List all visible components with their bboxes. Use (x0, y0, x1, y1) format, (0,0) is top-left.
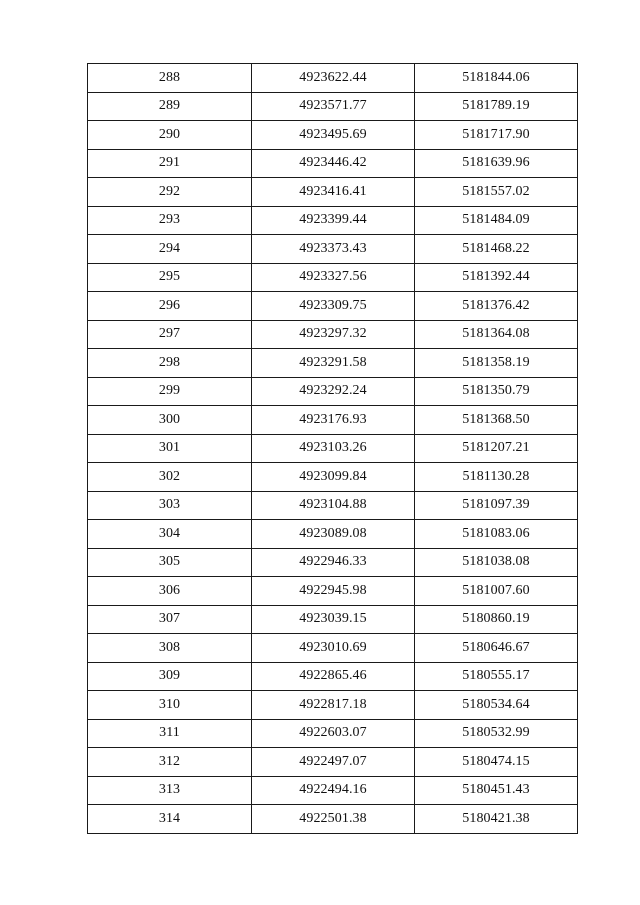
table-row (88, 605, 578, 634)
table-row (88, 349, 578, 378)
y-coordinate-cell: 5181789.19 (415, 92, 578, 121)
y-coordinate-cell: 5181097.39 (415, 491, 578, 520)
table-row (88, 634, 578, 663)
x-coordinate-cell: 4923010.69 (252, 634, 415, 663)
point-number-cell: 314 (88, 805, 252, 834)
y-coordinate-cell: 5181130.28 (415, 463, 578, 492)
x-coordinate-cell: 4923039.15 (252, 605, 415, 634)
point-number-cell: 292 (88, 178, 252, 207)
table-row (88, 491, 578, 520)
point-number-cell: 306 (88, 577, 252, 606)
table-row (88, 263, 578, 292)
point-number-cell: 307 (88, 605, 252, 634)
point-number-cell: 289 (88, 92, 252, 121)
y-coordinate-cell: 5181007.60 (415, 577, 578, 606)
table-row (88, 719, 578, 748)
point-number-cell: 305 (88, 548, 252, 577)
point-number-cell: 309 (88, 662, 252, 691)
x-coordinate-cell: 4923099.84 (252, 463, 415, 492)
table-row (88, 92, 578, 121)
table-row (88, 463, 578, 492)
point-number-cell: 288 (88, 64, 252, 93)
table-row (88, 121, 578, 150)
point-number-cell: 295 (88, 263, 252, 292)
point-number-cell: 290 (88, 121, 252, 150)
y-coordinate-cell: 5181639.96 (415, 149, 578, 178)
coordinates-table-body (88, 64, 578, 834)
table-row (88, 748, 578, 777)
x-coordinate-cell: 4922946.33 (252, 548, 415, 577)
x-coordinate-cell: 4922865.46 (252, 662, 415, 691)
x-coordinate-cell: 4922945.98 (252, 577, 415, 606)
x-coordinate-cell: 4923176.93 (252, 406, 415, 435)
table-row (88, 691, 578, 720)
point-number-cell: 303 (88, 491, 252, 520)
y-coordinate-cell: 5181557.02 (415, 178, 578, 207)
table-row (88, 662, 578, 691)
point-number-cell: 302 (88, 463, 252, 492)
y-coordinate-cell: 5181358.19 (415, 349, 578, 378)
table-row (88, 320, 578, 349)
x-coordinate-cell: 4923416.41 (252, 178, 415, 207)
y-coordinate-cell: 5181392.44 (415, 263, 578, 292)
point-number-cell: 293 (88, 206, 252, 235)
x-coordinate-cell: 4922817.18 (252, 691, 415, 720)
point-number-cell: 301 (88, 434, 252, 463)
y-coordinate-cell: 5181364.08 (415, 320, 578, 349)
x-coordinate-cell: 4923399.44 (252, 206, 415, 235)
point-number-cell: 298 (88, 349, 252, 378)
x-coordinate-cell: 4922603.07 (252, 719, 415, 748)
y-coordinate-cell: 5181468.22 (415, 235, 578, 264)
point-number-cell: 312 (88, 748, 252, 777)
x-coordinate-cell: 4923373.43 (252, 235, 415, 264)
x-coordinate-cell: 4923291.58 (252, 349, 415, 378)
table-row (88, 805, 578, 834)
point-number-cell: 294 (88, 235, 252, 264)
table-row (88, 149, 578, 178)
y-coordinate-cell: 5181717.90 (415, 121, 578, 150)
y-coordinate-cell: 5181368.50 (415, 406, 578, 435)
x-coordinate-cell: 4923327.56 (252, 263, 415, 292)
point-number-cell: 310 (88, 691, 252, 720)
table-row (88, 178, 578, 207)
y-coordinate-cell: 5180555.17 (415, 662, 578, 691)
y-coordinate-cell: 5180474.15 (415, 748, 578, 777)
point-number-cell: 308 (88, 634, 252, 663)
table-row (88, 406, 578, 435)
x-coordinate-cell: 4923089.08 (252, 520, 415, 549)
table-row (88, 434, 578, 463)
table-row (88, 206, 578, 235)
y-coordinate-cell: 5180451.43 (415, 776, 578, 805)
x-coordinate-cell: 4923292.24 (252, 377, 415, 406)
y-coordinate-cell: 5181207.21 (415, 434, 578, 463)
table-row (88, 577, 578, 606)
y-coordinate-cell: 5180421.38 (415, 805, 578, 834)
coordinates-table (87, 63, 578, 834)
point-number-cell: 296 (88, 292, 252, 321)
table-row (88, 377, 578, 406)
point-number-cell: 291 (88, 149, 252, 178)
y-coordinate-cell: 5181376.42 (415, 292, 578, 321)
table-row (88, 548, 578, 577)
table-row (88, 776, 578, 805)
point-number-cell: 300 (88, 406, 252, 435)
y-coordinate-cell: 5180532.99 (415, 719, 578, 748)
y-coordinate-cell: 5181350.79 (415, 377, 578, 406)
y-coordinate-cell: 5180646.67 (415, 634, 578, 663)
table-row (88, 292, 578, 321)
x-coordinate-cell: 4923104.88 (252, 491, 415, 520)
point-number-cell: 299 (88, 377, 252, 406)
y-coordinate-cell: 5181083.06 (415, 520, 578, 549)
point-number-cell: 313 (88, 776, 252, 805)
point-number-cell: 304 (88, 520, 252, 549)
x-coordinate-cell: 4923446.42 (252, 149, 415, 178)
x-coordinate-cell: 4923103.26 (252, 434, 415, 463)
table-row (88, 64, 578, 93)
x-coordinate-cell: 4923297.32 (252, 320, 415, 349)
x-coordinate-cell: 4922494.16 (252, 776, 415, 805)
x-coordinate-cell: 4923495.69 (252, 121, 415, 150)
x-coordinate-cell: 4922497.07 (252, 748, 415, 777)
y-coordinate-cell: 5181844.06 (415, 64, 578, 93)
x-coordinate-cell: 4923309.75 (252, 292, 415, 321)
y-coordinate-cell: 5180534.64 (415, 691, 578, 720)
x-coordinate-cell: 4923571.77 (252, 92, 415, 121)
x-coordinate-cell: 4923622.44 (252, 64, 415, 93)
table-row (88, 520, 578, 549)
y-coordinate-cell: 5181484.09 (415, 206, 578, 235)
x-coordinate-cell: 4922501.38 (252, 805, 415, 834)
y-coordinate-cell: 5181038.08 (415, 548, 578, 577)
point-number-cell: 311 (88, 719, 252, 748)
point-number-cell: 297 (88, 320, 252, 349)
table-row (88, 235, 578, 264)
y-coordinate-cell: 5180860.19 (415, 605, 578, 634)
